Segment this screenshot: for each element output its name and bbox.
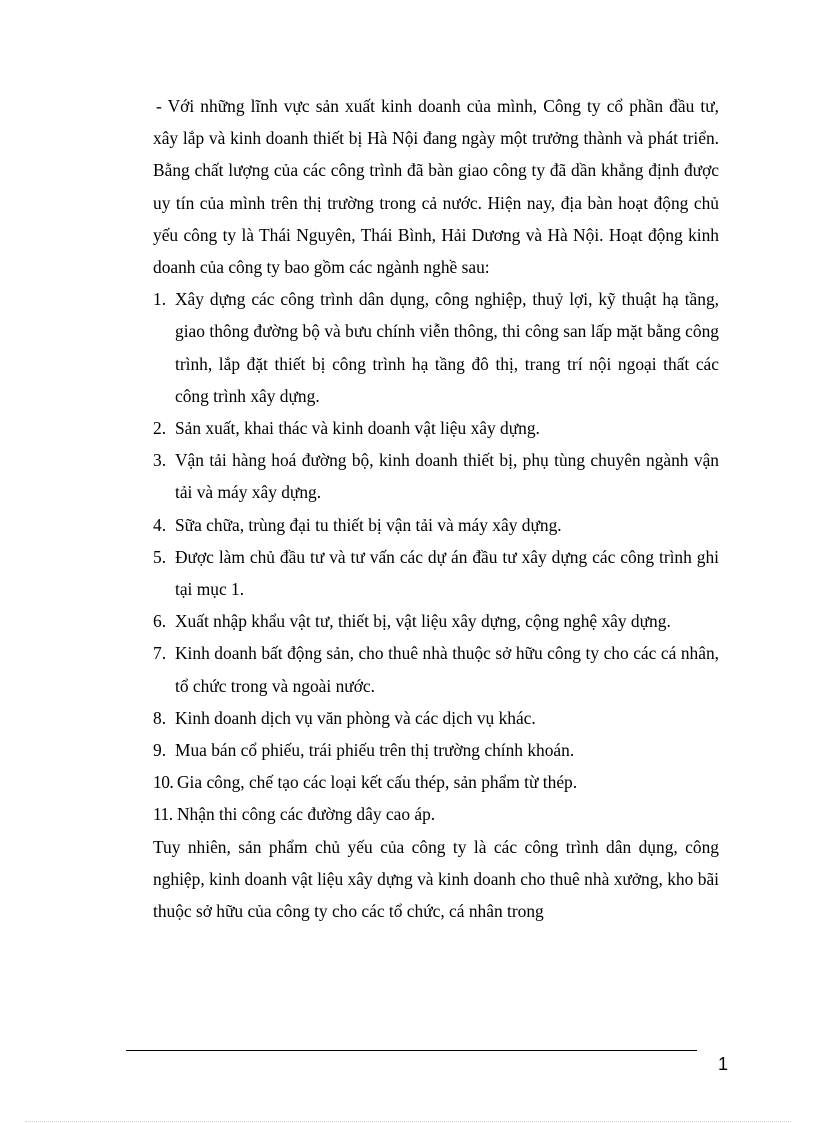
page-bottom-edge [25,1121,791,1122]
intro-paragraph: - Với những lĩnh vực sản xuất kinh doanh của mình, Công ty cổ phần đầu tư, xây lắp và kinh doanh thiết bị Hà Nội đang ngày một trưởng thành và phát triển. Bằng chất lượng của các công trình đã bàn giao công ty đã dần khẳng định được uy tín của mình trên thị trường trong cả nước. Hiện nay, địa bàn hoạt động chủ yếu công ty là Thái Nguyên, Thái Bình, Hải Dương và Hà Nội. Hoạt động kinh doanh của công ty bao gồm các ngành nghề sau: [153,96,719,278]
list-item-number: 2. [153,418,167,439]
list-item [153,283,719,412]
list-item [153,509,719,541]
list-item-number: 10. [153,772,174,793]
list-item-text: Mua bán cổ phiếu, trái phiếu trên thị trường chính khoán. [175,740,575,761]
list-item-text: Kinh doanh dịch vụ văn phòng và các dịch vụ khác. [175,707,536,728]
list-item [153,605,719,637]
business-lines-list [153,283,719,830]
list-item [153,541,719,605]
list-item-text: Vận tải hàng hoá đường bộ, kinh doanh thiết bị, phụ tùng chuyên ngành vận tải và máy xây dựng. [175,450,719,503]
list-item-text: Xuất nhập khẩu vật tư, thiết bị, vật liệu xây dựng, cộng nghệ xây dựng. [175,611,671,632]
list-item-text: Gia công, chế tạo các loại kết cấu thép, sản phẩm từ thép. [177,772,578,793]
list-item-number: 7. [153,643,167,664]
page-number: 1 [718,1054,729,1074]
list-item [153,637,719,701]
list-item-number: 9. [153,740,167,761]
list-item [153,766,719,798]
list-item-number: 4. [153,514,167,535]
list-item-text: Nhận thi công các đường dây cao áp. [177,804,436,825]
list-item-text: Sữa chữa, trùng đại tu thiết bị vận tải và máy xây dựng. [175,514,562,535]
list-item-number: 8. [153,707,167,728]
list-item-text: Xây dựng các công trình dân dụng, công nghiệp, thuỷ lợi, kỹ thuật hạ tầng, giao thông đường bộ và bưu chính viễn thông, thi công san lấp mặt bằng công trình, lắp đặt thiết bị công trình hạ tầng đô thị, trang trí nội ngoại thất các công trình xây dựng. [175,289,719,406]
page-body [153,90,719,927]
list-item-text: Sản xuất, khai thác và kinh doanh vật liệu xây dựng. [175,418,540,439]
closing-paragraph: Tuy nhiên, sản phẩm chủ yếu của công ty là các công trình dân dụng, công nghiệp, kinh doanh vật liệu xây dựng và kinh doanh cho thuê nhà xưởng, kho bãi thuộc sở hữu của công ty cho các tổ chức, cá nhân trong [153,836,719,922]
list-item-number: 5. [153,546,167,567]
footer-divider [126,1050,697,1051]
list-item [153,702,719,734]
list-item [153,444,719,508]
list-item-number: 1. [153,289,167,310]
list-item-number: 6. [153,611,167,632]
list-item [153,734,719,766]
list-item [153,798,719,830]
list-item-number: 11. [153,804,173,825]
list-item [153,412,719,444]
list-item-text: Được làm chủ đầu tư và tư vấn các dự án đầu tư xây dựng các công trình ghi tại mục 1. [175,546,719,600]
list-item-number: 3. [153,450,167,471]
list-item-text: Kinh doanh bất động sản, cho thuê nhà thuộc sở hữu công ty cho các cá nhân, tổ chức trong và ngoài nước. [175,643,719,696]
